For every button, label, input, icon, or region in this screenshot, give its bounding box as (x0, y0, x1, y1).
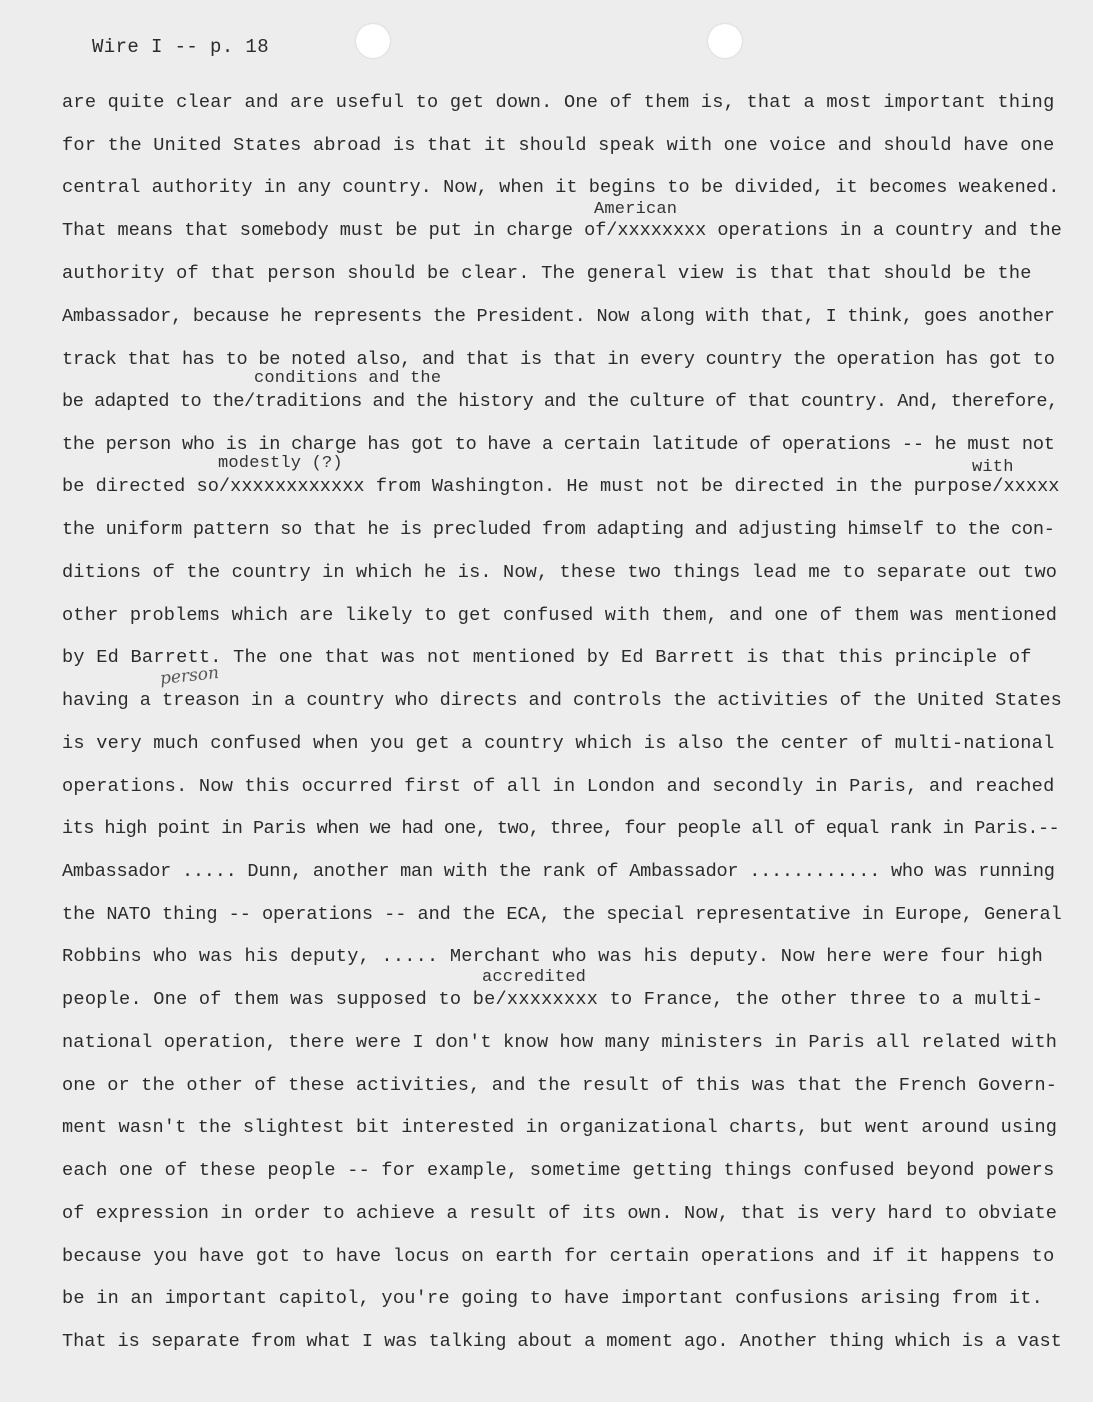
text-line: of expression in order to achieve a result of its own. Now, that is very hard to obviate (62, 1203, 1058, 1224)
text-line: authority of that person should be clear. The general view is that that should be the (62, 263, 1032, 284)
insertion-accredited: accredited (482, 968, 587, 987)
text-line: other problems which are likely to get confused with them, and one of them was mentioned (62, 605, 1058, 626)
insertion-american: American (594, 200, 678, 219)
insertion-conditions: conditions and the (254, 369, 442, 388)
text-line: Robbins who was his deputy, ..... Merchant who was his deputy. Now here were four high (62, 946, 1044, 967)
text-line: for the United States abroad is that it should speak with one voice and should have one (62, 135, 1055, 156)
insertion-with: with (972, 458, 1014, 477)
text-line: the NATO thing -- operations -- and the ECA, the special representative in Europe, General (62, 904, 1062, 925)
handwritten-person: person (159, 662, 220, 690)
text-line: are quite clear and are useful to get down. One of them is, that a most important thing (62, 92, 1055, 113)
text-line: Ambassador ..... Dunn, another man with the rank of Ambassador ............ who was running (62, 861, 1055, 882)
text-line: by Ed Barrett. The one that was not mentioned by Ed Barrett is that this principle of (62, 647, 1032, 668)
text-line: That is separate from what I was talking about a moment ago. Another thing which is a vast (62, 1331, 1062, 1352)
punch-hole-left (356, 24, 390, 58)
text-line: its high point in Paris when we had one, two, three, four people all of equal rank in Paris.-- (62, 818, 1060, 839)
text-line: national operation, there were I don't know how many ministers in Paris all related with (62, 1032, 1058, 1053)
text-line: Ambassador, because he represents the President. Now along with that, I think, goes another (62, 306, 1055, 327)
punch-hole-right (708, 24, 742, 58)
text-line: ment wasn't the slightest bit interested in organizational charts, but went around using (62, 1117, 1058, 1138)
text-line: track that has to be noted also, and that is that in every country the operation has got to (62, 349, 1055, 370)
text-line: be adapted to the/traditions and the history and the culture of that country. And, therefore, (62, 391, 1058, 412)
text-line: is very much confused when you get a country which is also the center of multi-national (62, 733, 1055, 754)
text-line: central authority in any country. Now, when it begins to be divided, it becomes weakened. (62, 177, 1060, 198)
text-line: be in an important capitol, you're going to have important confusions arising from it. (62, 1288, 1044, 1309)
page-header: Wire I -- p. 18 (92, 36, 270, 58)
text-line: operations. Now this occurred first of all in London and secondly in Paris, and reached (62, 776, 1055, 797)
text-line: one or the other of these activities, and the result of this was that the French Govern- (62, 1075, 1058, 1096)
text-line: the person who is in charge has got to have a certain latitude of operations -- he must not (62, 434, 1055, 455)
text-line: people. One of them was supposed to be/xxxxxxxx to France, the other three to a multi- (62, 989, 1044, 1010)
insertion-modestly: modestly (?) (218, 454, 343, 473)
text-line: ditions of the country in which he is. Now, these two things lead me to separate out two (62, 562, 1058, 583)
text-line: be directed so/xxxxxxxxxxxx from Washington. He must not be directed in the purpose/xxxxx (62, 476, 1060, 497)
text-line: because you have got to have locus on earth for certain operations and if it happens to (62, 1246, 1055, 1267)
text-line: That means that somebody must be put in charge of/xxxxxxxx operations in a country and the (62, 220, 1062, 241)
text-line: having a treason in a country who directs and controls the activities of the United States (62, 690, 1062, 711)
text-line: each one of these people -- for example, sometime getting things confused beyond powers (62, 1160, 1055, 1181)
text-line: the uniform pattern so that he is precluded from adapting and adjusting himself to the con- (62, 519, 1055, 540)
